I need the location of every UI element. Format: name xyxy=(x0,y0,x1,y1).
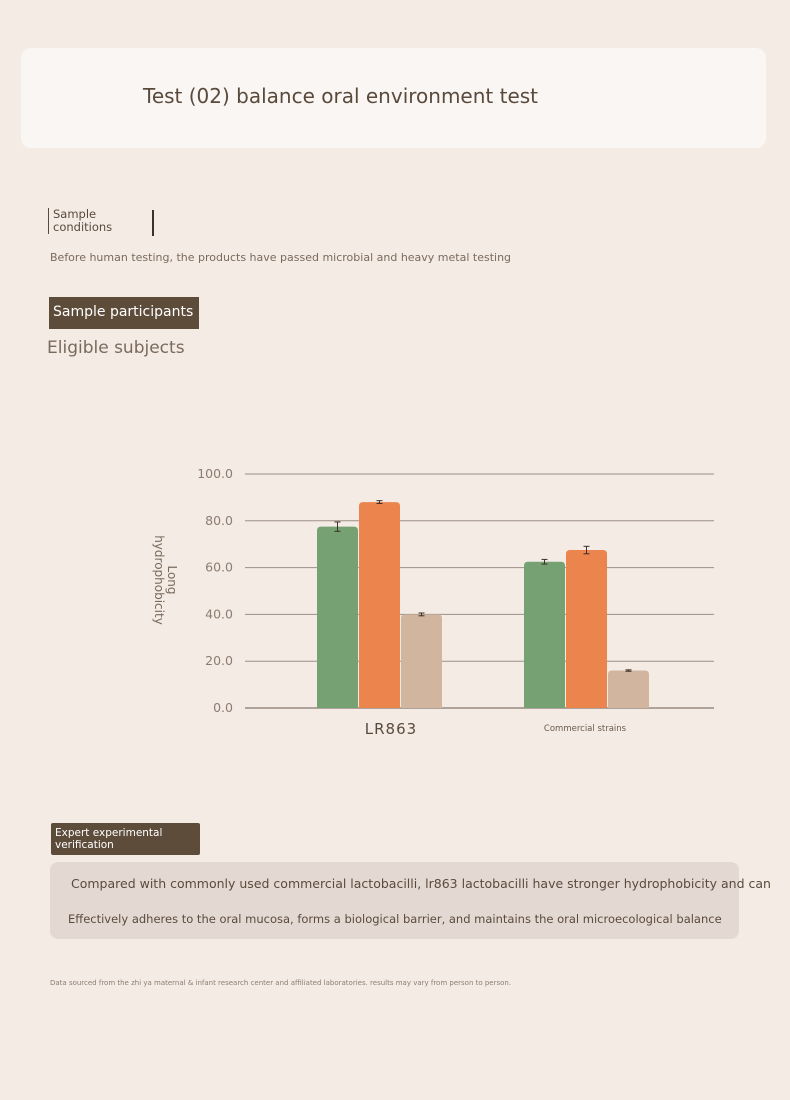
bar xyxy=(317,527,358,708)
y-tick-label: 0.0 xyxy=(213,700,233,715)
bar xyxy=(566,550,607,708)
bar xyxy=(608,671,649,708)
data-source-footnote: Data sourced from the zhi ya maternal & infant research center and affiliated laboratories. results may vary from person to person. xyxy=(50,979,512,987)
sample-conditions-description: Before human testing, the products have passed microbial and heavy metal testing xyxy=(50,251,512,264)
y-axis-label: Longhydrophobicity xyxy=(151,535,179,625)
y-tick-label: 80.0 xyxy=(205,512,233,528)
y-tick-label: 20.0 xyxy=(205,653,233,669)
x-tick-label: Commercial strains xyxy=(543,724,627,734)
eligible-subjects-text: Eligible subjects xyxy=(47,338,185,358)
expert-text-line-1: Compared with commonly used commercial lactobacilli, lr863 lactobacilli have stronger hydrophobicity and can xyxy=(71,876,771,891)
expert-verification-badge: Expert experimental verification xyxy=(51,823,200,855)
bar xyxy=(524,562,565,708)
y-tick-label: 40.0 xyxy=(205,606,233,622)
expert-text-line-2: Effectively adheres to the oral mucosa, forms a biological barrier, and maintains the oral microecological balance xyxy=(68,912,722,926)
page-title: Test (02) balance oral environment test xyxy=(143,84,539,108)
sample-participants-badge: Sample participants xyxy=(49,297,199,329)
bar xyxy=(359,502,400,708)
bar xyxy=(401,614,442,708)
y-tick-label: 100.0 xyxy=(197,466,233,481)
x-tick-label: LR863 xyxy=(364,720,418,738)
expert-card xyxy=(50,862,771,939)
y-tick-label: 60.0 xyxy=(205,559,233,575)
sample-conditions-label: Sample conditions xyxy=(48,208,119,234)
